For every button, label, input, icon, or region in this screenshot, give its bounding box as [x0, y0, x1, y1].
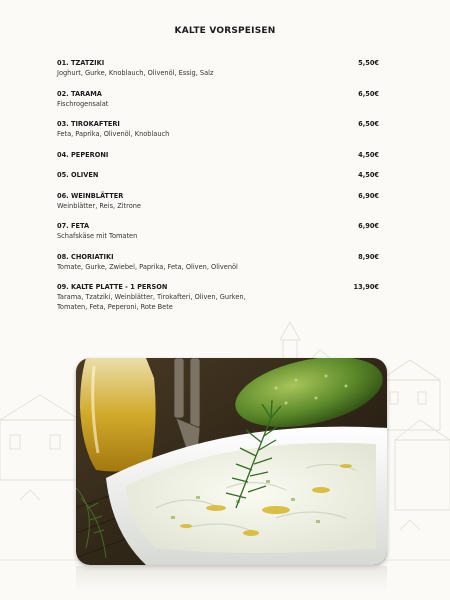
menu-item — [57, 282, 379, 312]
menu-item-price: 6,50€ — [358, 89, 379, 98]
menu-item-price: 5,50€ — [358, 59, 379, 67]
menu-item-name: 03. TIROKAFTERI — [57, 120, 120, 128]
menu-item-name: 02. TARAMA — [57, 89, 102, 98]
menu-item-name: 07. FETA — [57, 222, 90, 230]
menu-item-description: Joghurt, Gurke, Knoblauch, Olivenöl, Essig, Salz — [57, 69, 214, 77]
menu-item-description: Fischrogensalat — [57, 99, 109, 108]
menu-item — [57, 170, 379, 191]
menu-item — [57, 89, 379, 120]
menu-item — [57, 58, 379, 89]
menu-item-name: 05. OLIVEN — [57, 171, 99, 179]
menu-item-description: Tarama, Tzatziki, Weinblätter, Tirokafteri, Oliven, Gurken, Tomaten, Feta, Peperoni, Rote Bete — [57, 293, 246, 311]
menu-item-name: 09. KALTE PLATTE - 1 PERSON — [57, 283, 168, 291]
tzatziki-photo — [76, 358, 387, 565]
menu-item-price: 4,50€ — [358, 171, 379, 179]
menu-item — [57, 150, 379, 171]
menu-item-price: 8,90€ — [358, 252, 379, 261]
menu-item-name: 04. PEPERONI — [57, 150, 109, 159]
menu-item — [57, 252, 379, 283]
menu-item-description: Tomate, Gurke, Zwiebel, Paprika, Feta, Oliven, Olivenöl — [57, 262, 238, 271]
menu-item-description: Schafskäse mit Tomaten — [57, 232, 138, 240]
menu-item-name: 08. CHORIATIKI — [57, 252, 114, 261]
photo-reflection — [76, 566, 387, 600]
menu-list — [57, 58, 379, 312]
menu-item — [57, 119, 379, 150]
menu-item-name: 06. WEINBLÄTTER — [57, 191, 124, 200]
menu-item-price: 6,90€ — [358, 222, 379, 230]
menu-item — [57, 221, 379, 252]
menu-item-price: 6,90€ — [358, 191, 379, 200]
menu-item — [57, 191, 379, 222]
page-title: KALTE VORSPEISEN — [174, 26, 276, 36]
menu-item-price: 4,50€ — [358, 150, 379, 159]
menu-item-price: 6,50€ — [358, 120, 379, 128]
menu-item-price: 13,90€ — [353, 283, 379, 291]
menu-item-description: Weinblätter, Reis, Zitrone — [57, 201, 141, 210]
menu-item-description: Feta, Paprika, Olivenöl, Knoblauch — [57, 130, 170, 138]
menu-item-name: 01. TZATZIKI — [57, 59, 105, 67]
tzatziki-illustration — [76, 358, 387, 565]
